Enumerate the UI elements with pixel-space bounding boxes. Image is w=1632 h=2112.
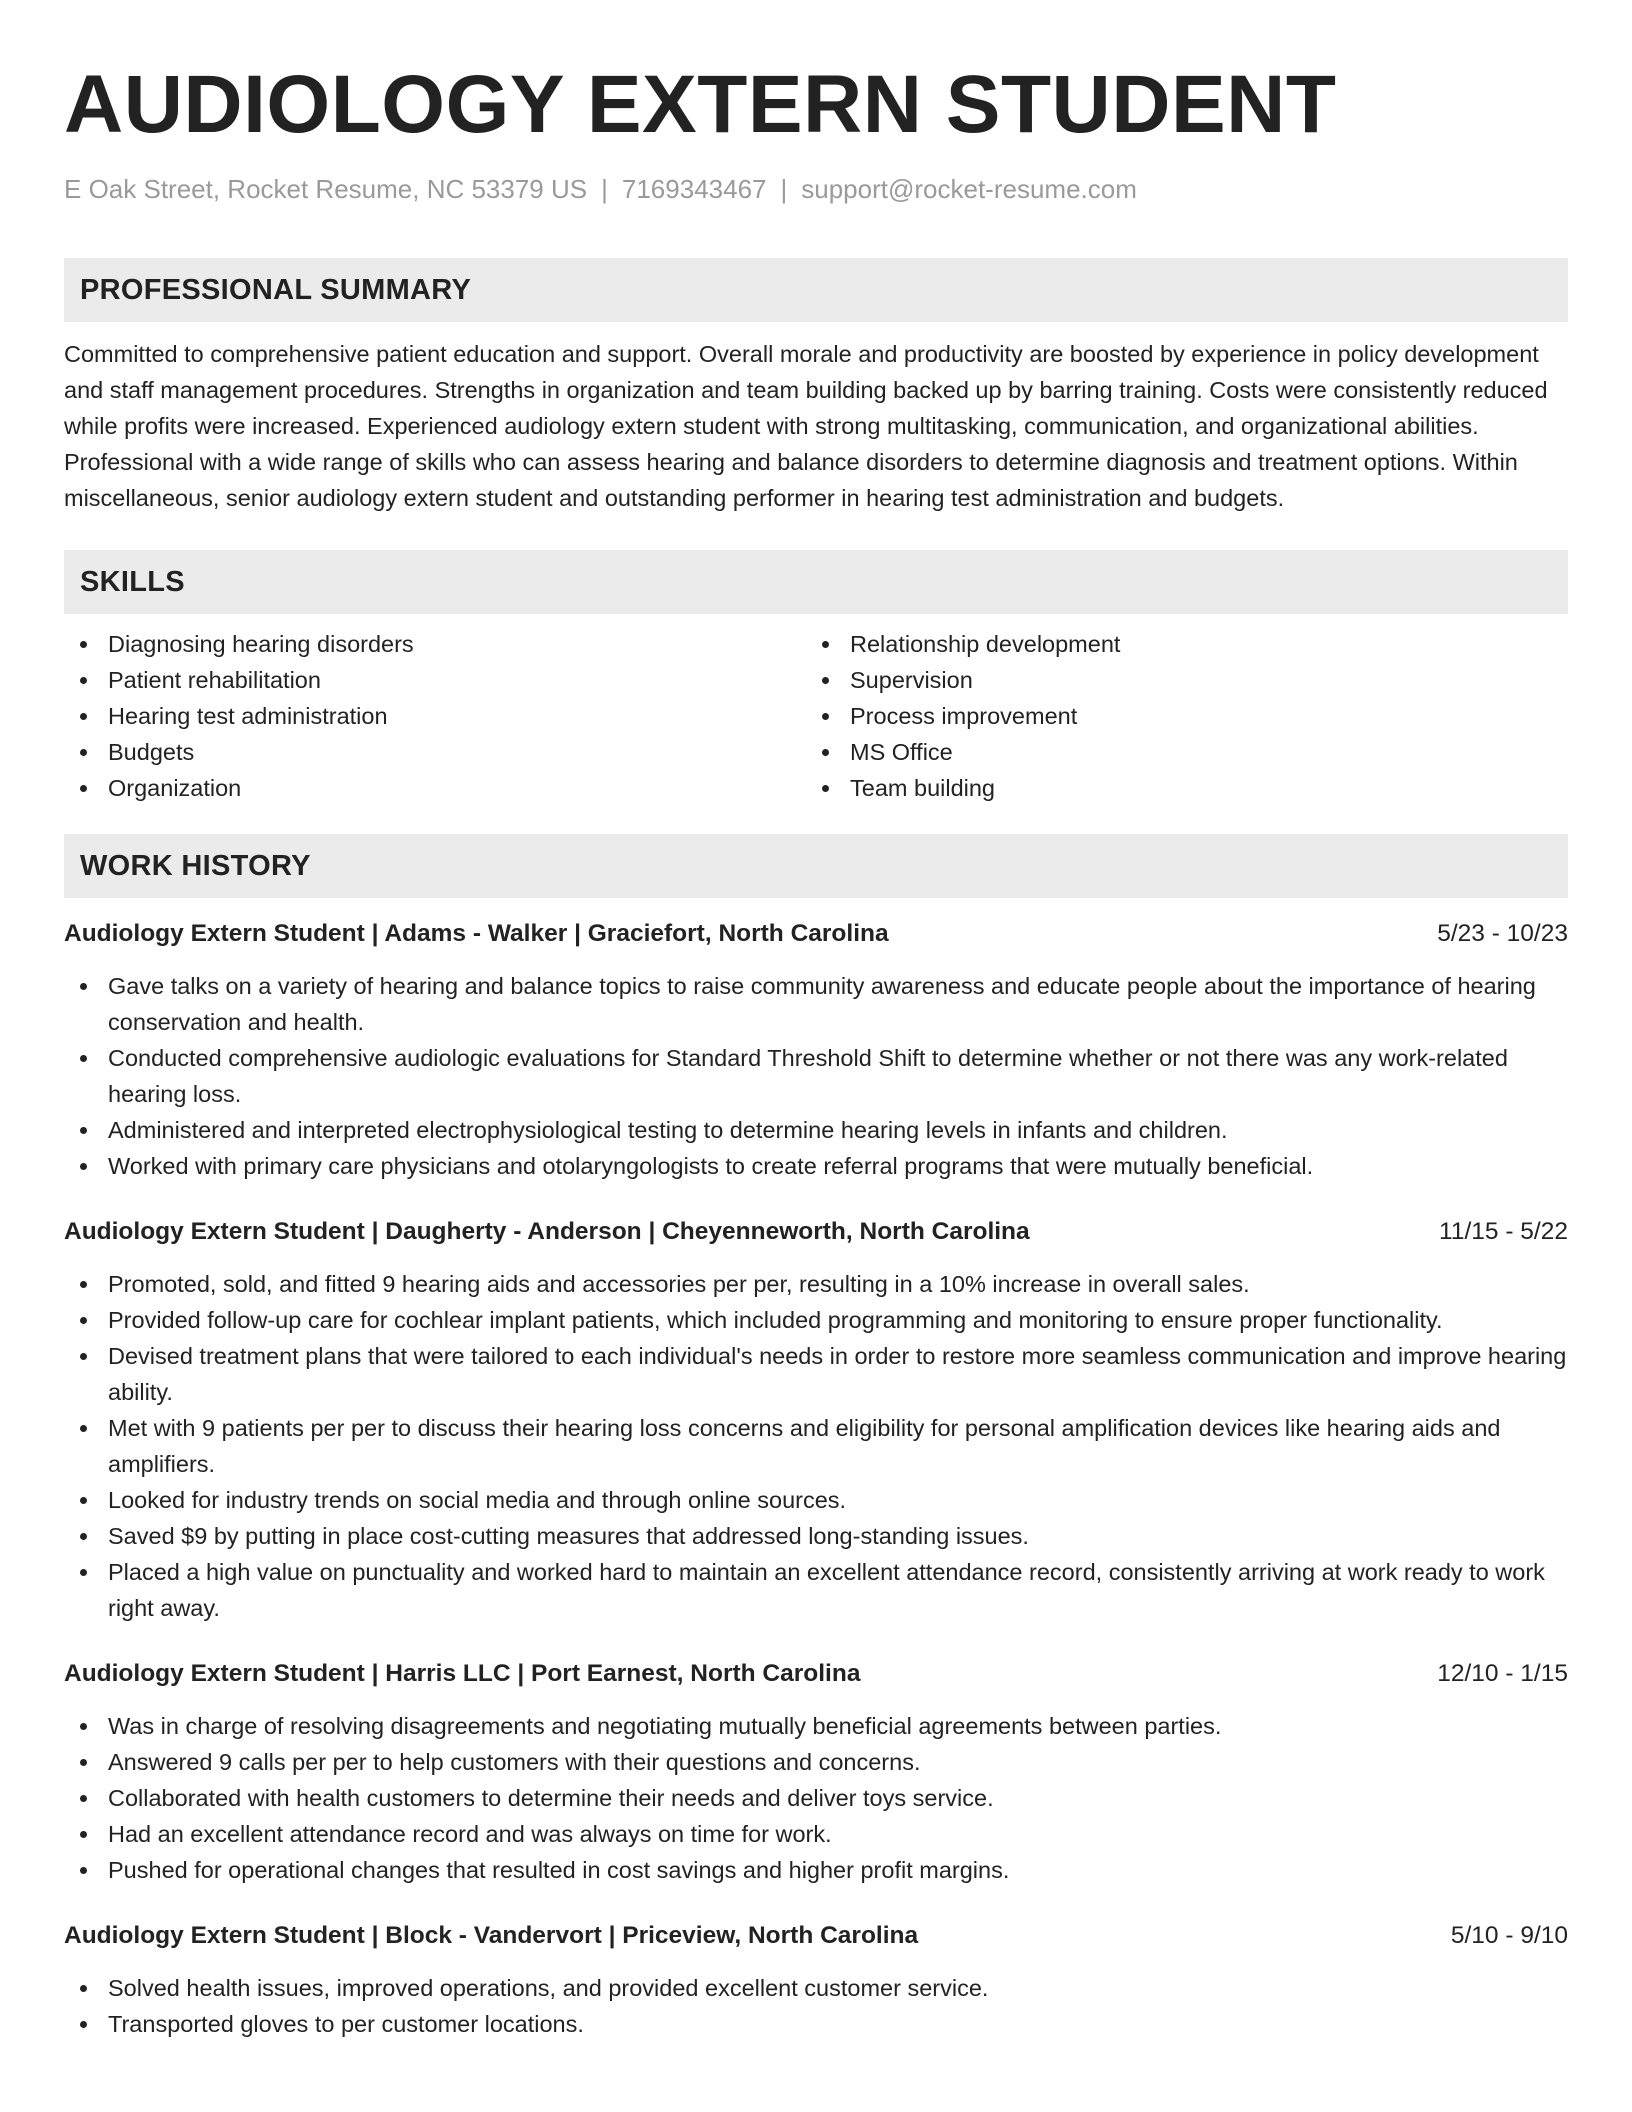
- job-header: [64, 1918, 1568, 1954]
- skill-item: Patient rehabilitation: [64, 662, 806, 698]
- skills-list: [64, 626, 1568, 806]
- job-header: [64, 916, 1568, 952]
- job-bullets: [64, 1970, 1568, 2042]
- skills-heading: SKILLS: [64, 550, 1568, 614]
- contact-email: support@rocket-resume.com: [801, 174, 1137, 204]
- skills-column-left: [64, 626, 806, 806]
- job-dates: 12/10 - 1/15: [1437, 1660, 1568, 1687]
- contact-separator: |: [780, 174, 788, 204]
- skill-item: Diagnosing hearing disorders: [64, 626, 806, 662]
- job-entry: [64, 916, 1568, 1184]
- job-bullets: [64, 1266, 1568, 1626]
- job-title: Audiology Extern Student | Adams - Walker | Graciefort, North Carolina: [64, 920, 889, 947]
- job-bullet: Devised treatment plans that were tailored to each individual's needs in order to restore more seamless communication and improve hearing ability.: [64, 1338, 1568, 1410]
- job-title: Audiology Extern Student | Block - Vandervort | Priceview, North Carolina: [64, 1922, 919, 1949]
- skill-item: Budgets: [64, 734, 806, 770]
- job-bullet: Administered and interpreted electrophysiological testing to determine hearing levels in infants and children.: [64, 1112, 1568, 1148]
- job-header: [64, 1656, 1568, 1692]
- job-dates: 5/10 - 9/10: [1450, 1922, 1568, 1949]
- contact-address: E Oak Street, Rocket Resume, NC 53379 US: [64, 174, 588, 204]
- job-bullet: Had an excellent attendance record and was always on time for work.: [64, 1816, 1568, 1852]
- contact-line: [64, 172, 1568, 206]
- summary-text: Committed to comprehensive patient education and support. Overall morale and productivity are boosted by experience in policy development and staff management procedures. Strengths in organization and team building backed up by barring training. Costs were consistently reduced while profits were increased. Experienced audiology extern student with strong multitasking, communication, and organizational abilities. Professional with a wide range of skills who can assess hearing and balance disorders to determine diagnosis and treatment options. Within miscellaneous, senior audiology extern student and outstanding performer in hearing test administration and budgets.: [64, 341, 1548, 511]
- job-dates: 11/15 - 5/22: [1439, 1218, 1568, 1245]
- job-bullet: Was in charge of resolving disagreements and negotiating mutually beneficial agreements between parties.: [64, 1708, 1568, 1744]
- job-bullet: Provided follow-up care for cochlear implant patients, which included programming and monitoring to ensure proper functionality.: [64, 1302, 1568, 1338]
- skill-item: Process improvement: [806, 698, 1548, 734]
- skill-item: Team building: [806, 770, 1548, 806]
- skill-item: Organization: [64, 770, 806, 806]
- resume-page: [64, 58, 1568, 2042]
- job-bullet: Transported gloves to per customer locations.: [64, 2006, 1568, 2042]
- skill-item: MS Office: [806, 734, 1548, 770]
- job-bullet: Answered 9 calls per per to help customers with their questions and concerns.: [64, 1744, 1568, 1780]
- job-bullet: Solved health issues, improved operations, and provided excellent customer service.: [64, 1970, 1568, 2006]
- job-bullet: Promoted, sold, and fitted 9 hearing aids and accessories per per, resulting in a 10% increase in overall sales.: [64, 1266, 1568, 1302]
- job-bullet: Pushed for operational changes that resulted in cost savings and higher profit margins.: [64, 1852, 1568, 1888]
- job-entry: [64, 1214, 1568, 1626]
- candidate-name: AUDIOLOGY EXTERN STUDENT: [64, 59, 1337, 150]
- job-entry: [64, 1656, 1568, 1888]
- job-header: [64, 1214, 1568, 1250]
- job-bullets: [64, 968, 1568, 1184]
- job-bullet: Gave talks on a variety of hearing and balance topics to raise community awareness and educate people about the importance of hearing conservation and health.: [64, 968, 1568, 1040]
- skill-item: Supervision: [806, 662, 1548, 698]
- work-history-heading: WORK HISTORY: [64, 834, 1568, 898]
- summary-heading: PROFESSIONAL SUMMARY: [64, 258, 1568, 322]
- job-title: Audiology Extern Student | Daugherty - Anderson | Cheyenneworth, North Carolina: [64, 1218, 1030, 1245]
- job-bullet: Saved $9 by putting in place cost-cutting measures that addressed long-standing issues.: [64, 1518, 1568, 1554]
- job-bullet: Looked for industry trends on social media and through online sources.: [64, 1482, 1568, 1518]
- contact-separator: |: [601, 174, 608, 204]
- job-dates: 5/23 - 10/23: [1437, 920, 1568, 947]
- contact-phone: 7169343467: [621, 174, 767, 204]
- job-bullets: [64, 1708, 1568, 1888]
- job-entry: [64, 1918, 1568, 2042]
- skills-column-right: [806, 626, 1548, 806]
- skill-item: Hearing test administration: [64, 698, 806, 734]
- job-bullet: Placed a high value on punctuality and worked hard to maintain an excellent attendance record, consistently arriving at work ready to work right away.: [64, 1554, 1568, 1626]
- skill-item: Relationship development: [806, 626, 1548, 662]
- job-bullet: Met with 9 patients per per to discuss their hearing loss concerns and eligibility for personal amplification devices like hearing aids and amplifiers.: [64, 1410, 1568, 1482]
- job-title: Audiology Extern Student | Harris LLC | Port Earnest, North Carolina: [64, 1660, 861, 1687]
- job-bullet: Collaborated with health customers to determine their needs and deliver toys service.: [64, 1780, 1568, 1816]
- job-bullet: Worked with primary care physicians and otolaryngologists to create referral programs that were mutually beneficial.: [64, 1148, 1568, 1184]
- job-bullet: Conducted comprehensive audiologic evaluations for Standard Threshold Shift to determine whether or not there was any work-related hearing loss.: [64, 1040, 1568, 1112]
